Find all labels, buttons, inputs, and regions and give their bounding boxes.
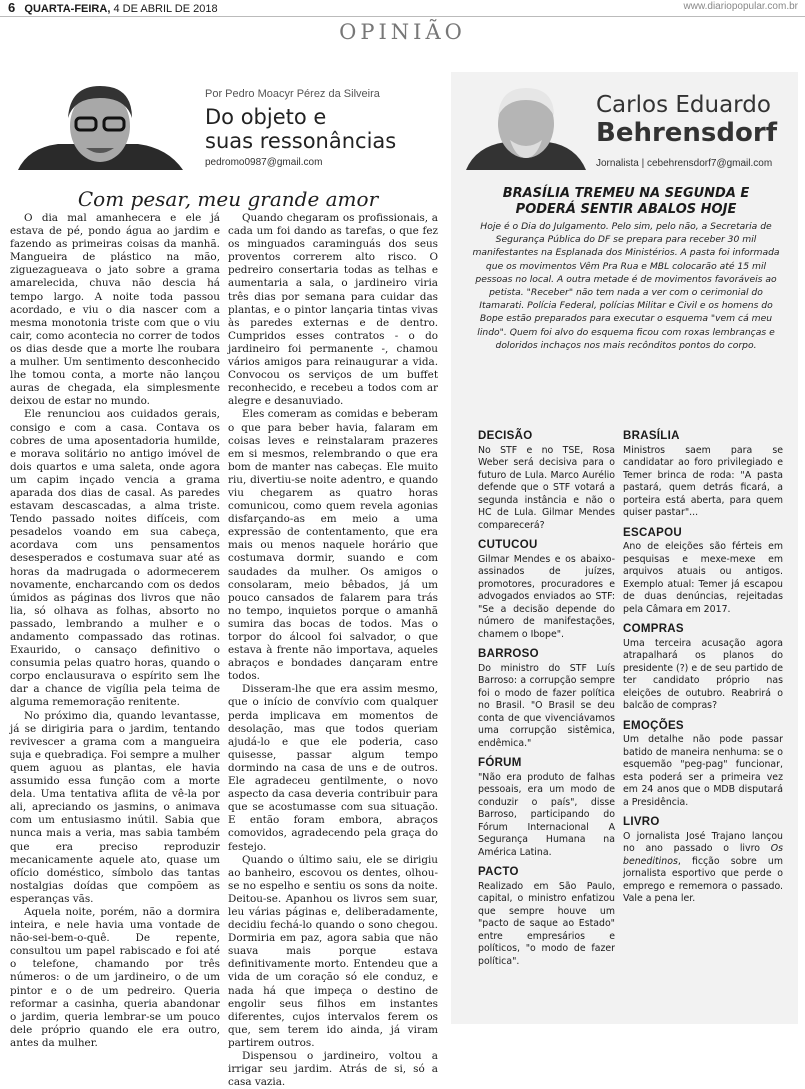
- paragraph: O dia mal amanhecera e ele já estava de pé, pondo água ao jardim e fazendo as primeiras coisas da manhã. Mangueira de plástico na mão, ziguezagueava o jato sobre a grama amarelecida, chuva não descia há tempo largo. A noite toda passou acordado, e viu o dia nascer com a mesma monotonia triste com que o viu cair, como acontecia no correr de todos os dias desde que a morte lhe roubara a mulher. Um sentimento desconhecido lhe tomou conta, a morte não lançou auras de chegada, ela simplesmente deixou de estar no mundo.: [10, 212, 220, 408]
- note-text: "Não era produto de falhas pessoais, era um modo de conduzir o país", disse Barroso, participando do Fórum Internacional A Segurança Humana na América Latina.: [478, 771, 615, 858]
- author-photo-left: [8, 78, 192, 170]
- note-title: FÓRUM: [478, 757, 522, 769]
- right-headline: [466, 186, 786, 218]
- author-name-line2: Behrensdorf: [596, 118, 778, 148]
- note-title: LIVRO: [623, 816, 660, 828]
- author-portrait-icon: [466, 78, 586, 170]
- note-title: DECISÃO: [478, 430, 533, 442]
- paragraph: Eles comeram as comidas e beberam o que para beber havia, falaram em coisas leves e reinstalaram prazeres em si mesmos, relembrando o que era bom de manter nas cabeças. Ele muito riu, divertiu-se noite adentro, e quando viu chegarem as quatro horas comunicou, como quem revela agonias disfarçando-as em meio a uma expressão de contentamento, que era mais ou menos naquele horário que costumava dormir, suando e com saudades da mulher. Os amigos o consolaram, meio bêbados, já um pouco cansados de falarem para trás no tempo, inquietos porque o amanhã sumira das bocas de todos. Mas o torpor do álcool foi salvador, o que estava à frente não importava, aqueles abraços e bondades dançaram entre todos.: [228, 408, 438, 683]
- website-url: www.diariopopular.com.br: [683, 1, 798, 12]
- paragraph: No próximo dia, quando levantasse, já se dirigiria para o jardim, tentando revivescer a grama com a mangueira suja e quebradiça. Foi sempre a mulher quem aguou as plantas, ele havia assumido essa função com a morte dela. Uma tentativa aflita de vê-la por ali, apreciando os jasmins, o animava com um entusiasmo inútil. Sabia que nunca mais a veria, mas sabia também que era preciso reproduzir mecanicamente aquele ato, quase um ofício doméstico, símbolo das tantas nostalgias doídas que compõem as esperanças vãs.: [10, 709, 220, 905]
- note-text: Do ministro do STF Luís Barroso: a corrupção sempre foi o modo de fazer política no Brasil. "O Brasil se deu conta de que vivenciávamos uma corrupção sistêmica, endêmica.": [478, 662, 615, 749]
- right-lead: Hoje é o Dia do Julgamento. Pelo sim, pelo não, a Secretaria de Segurança Pública do DF se prepara para receber 30 mil manifestantes na Esplanada dos Ministérios. A pasta foi informada que os movimentos Vêm Pra Rua e MBL colocarão até 15 mil pessoas no local. A outra metade é de movimentos favoráveis ao petista. "Receber" não tem nada a ver com o cerimonial do Itamarati. Polícia Federal, polícias Militar e Civil e os homens do Bope estão preparados para executar o esquema "vem cá meu lindo". Quem foi alvo do esquema ficou com roxas lembranças e doloridos inchaços nos mais recônditos pontos do corpo.: [472, 221, 780, 351]
- book-title: Os beneditinos: [623, 843, 783, 867]
- section-title: OPINIÃO: [339, 20, 466, 44]
- author-photo-right: [466, 78, 586, 170]
- article-body-col1: [10, 212, 220, 1049]
- note-title: CUTUCOU: [478, 539, 538, 551]
- note-title: COMPRAS: [623, 623, 684, 635]
- page-header: [8, 0, 798, 16]
- weekday: QUARTA-FEIRA,: [24, 3, 111, 15]
- note-compras: [623, 623, 783, 713]
- note-text: Ano de eleições são férteis em pesquisas e mexe-mexe em arquivos atuais ou antigos. Exemplo atual: Temer já escapou de duas denúncias, rejeitadas pela Câmara em 2017.: [623, 541, 783, 615]
- paragraph: Disseram-lhe que era assim mesmo, que o início de convívio com qualquer perda implicava em momentos de desolação, mas que todos queriam ajudá-lo e que ele poderia, caso quisesse, passar algum tempo dormindo na casa de uns e de outros. Ele agradeceu gentilmente, o novo aspecto da casa deveria contribuir para que se acostumasse com sua situação. E então foram embora, abraços comovidos, agradecendo pela graça do festejo.: [228, 683, 438, 853]
- author-email: pedromo0987@gmail.com: [205, 157, 323, 168]
- note-text: Uma terceira acusação agora atrapalhará os planos do presidente (?) e de seu partido de ter candidato próprio nas eleições de outubro. Reabrirá o balcão de compras?: [623, 637, 783, 711]
- header-rule: [0, 16, 805, 17]
- article-headline: Com pesar, meu grande amor: [77, 187, 379, 211]
- article-body-col2: [228, 212, 438, 1089]
- date: 4 DE ABRIL DE 2018: [113, 3, 218, 15]
- dateline: [18, 3, 217, 15]
- note-text-part: , ficção sobre um jornalista esportivo que perde o emprego e rememora o passado. Vale a pena ler.: [623, 855, 783, 904]
- right-headline-line2: PODERÁ SENTIR ABALOS HOJE: [515, 202, 737, 217]
- byline: Por Pedro Moacyr Pérez da Silveira: [205, 88, 380, 100]
- paragraph: Quando o último saiu, ele se dirigiu ao banheiro, escovou os dentes, olhou-se no espelho e sentiu os sons da noite. Deitou-se. Apanhou os livros sem suar, leu várias páginas e, deliberadamente, decidiu fechá-lo quando o sono chegou. Dormiria em paz, agora sabia que não suava mais porque estava definitivamente morto. Entendeu que a vida de um coração só ele conduz, e nada há que impeça o destino de engolir seus filhos em instantes diferentes, cujos intervalos ferem os que, sem terem ido ainda, já viram partirem outros.: [228, 853, 438, 1049]
- note-text: [623, 831, 783, 906]
- note-title: BARROSO: [478, 648, 539, 660]
- paragraph: Dispensou o jardineiro, voltou a irrigar seu jardim. Atrás de si, só a casa vazia.: [228, 1050, 438, 1089]
- paragraph: Quando chegaram os profissionais, a cada um foi dando as tarefas, o que fez os minguados caraminguás dos seus proventos correrem alto risco. O pedreiro consertaria todas as telhas e aumentaria a sala, o jardineiro viria três dias por semana para cuidar das plantas, e o pintor lançaria tintas vivas às paredes externas e de dentro. Cumpridos esses contratos - o do jardineiro foi permanente -, chamou vários amigos para reinaugurar a vida. Convocou os serviços de um buffet reconhecido, e recebeu a todos com ar alegre e desanuviado.: [228, 212, 438, 408]
- paragraph: Ele renunciou aos cuidados gerais, consigo e com a casa. Contava os cobres de uma aposentadoria humilde, e morava solitário no antigo imóvel de dois quartos e uma saleta, onde agora um capim inçado vencia a grama aparada dos dias de casal. As paredes estavam descascadas, a alma triste. Tendo passado noites difíceis, com pesadelos voando em sua cabeça, acordava com uns pensamentos desesperados e costumava suar até as horas da madrugada o adormecerem novamente, encharcando com os dedos úmidos as páginas dos livros que não lia, só olhava as folhas, absorto no passado, lembrando a mulher e o andamento compassado das rotinas. Exaurido, o cansaço definitivo o consumia pelas quatro horas, quando o corpo enclausurava o espírito sem lhe dar a chance de vigília pela teima de alguma rememoração renitente.: [10, 408, 220, 709]
- note-title: ESCAPOU: [623, 526, 682, 539]
- note-text: Ministros saem para se candidatar ao foro privilegiado e Temer brinca de roda: "A pasta pastará, quem detrás ficará, a porteira está aberta, para quem quiser pastar"...: [623, 444, 783, 518]
- note-emocoes: [623, 720, 783, 810]
- note-text-part: O jornalista José Trajano lançou no ano passado o livro: [623, 830, 783, 854]
- column-title-line2: suas ressonâncias: [205, 129, 397, 153]
- note-text: No STF e no TSE, Rosa Weber será decisiva para o futuro de Lula. Marco Aurélio defende que o STF votará a segunda instância e não o HC de Lula. Gilmar Mendes comparecerá?: [478, 444, 615, 531]
- note-decisao: [478, 430, 615, 532]
- author-portrait-icon: [8, 78, 192, 170]
- note-forum: [478, 757, 615, 859]
- notes-column-left: [478, 430, 615, 1020]
- author-role-email: Jornalista | cebehrensdorf7@gmail.com: [596, 158, 773, 169]
- note-text: Gilmar Mendes e os abaixo-assinados de juízes, promotores, procuradores e advogados enviados ao STF: "Se a decisão depende do número de manifestações, chamem o Ibope".: [478, 553, 615, 640]
- note-cutucou: [478, 539, 615, 641]
- note-text: Realizado em São Paulo, capital, o ministro enfatizou que sempre houve um "pacto de saque ao Estado" entre empresários e políticos, "o modo de fazer política".: [478, 880, 615, 967]
- note-livro: [623, 816, 783, 906]
- note-pacto: [478, 866, 615, 968]
- note-barroso: [478, 648, 615, 750]
- right-headline-line1: BRASÍLIA TREMEU NA SEGUNDA E: [502, 186, 750, 201]
- note-brasilia: [623, 430, 783, 520]
- note-title: EMOÇÕES: [623, 719, 684, 732]
- author-name-line1: Carlos Eduardo: [596, 92, 771, 118]
- page-number: 6: [8, 0, 16, 15]
- note-text: Um detalhe não pode passar batido de maneira nenhuma: se o esquemão "peg-pag" funcionar, esta poderá ser a primeira vez em 24 anos que o MDB disputará a Presidência.: [623, 734, 783, 808]
- note-escapou: [623, 527, 783, 617]
- column-title-line1: Do objeto e: [205, 105, 327, 129]
- note-title: PACTO: [478, 866, 519, 878]
- note-title: BRASÍLIA: [623, 430, 680, 442]
- paragraph: Aquela noite, porém, não a dormira inteira, e nele havia uma vontade de não-sei-bem-o-quê. De repente, consultou um papel rabiscado e foi até o telefone, chamando por três números: o de um jardineiro, o de um pintor e o de um pedreiro. Queria reformar a casinha, queria abandonar o jardim, queria lembrar-se um pouco dele próprio quando ele era outro, antes da mulher.: [10, 905, 220, 1049]
- notes-column-right: [623, 430, 783, 1020]
